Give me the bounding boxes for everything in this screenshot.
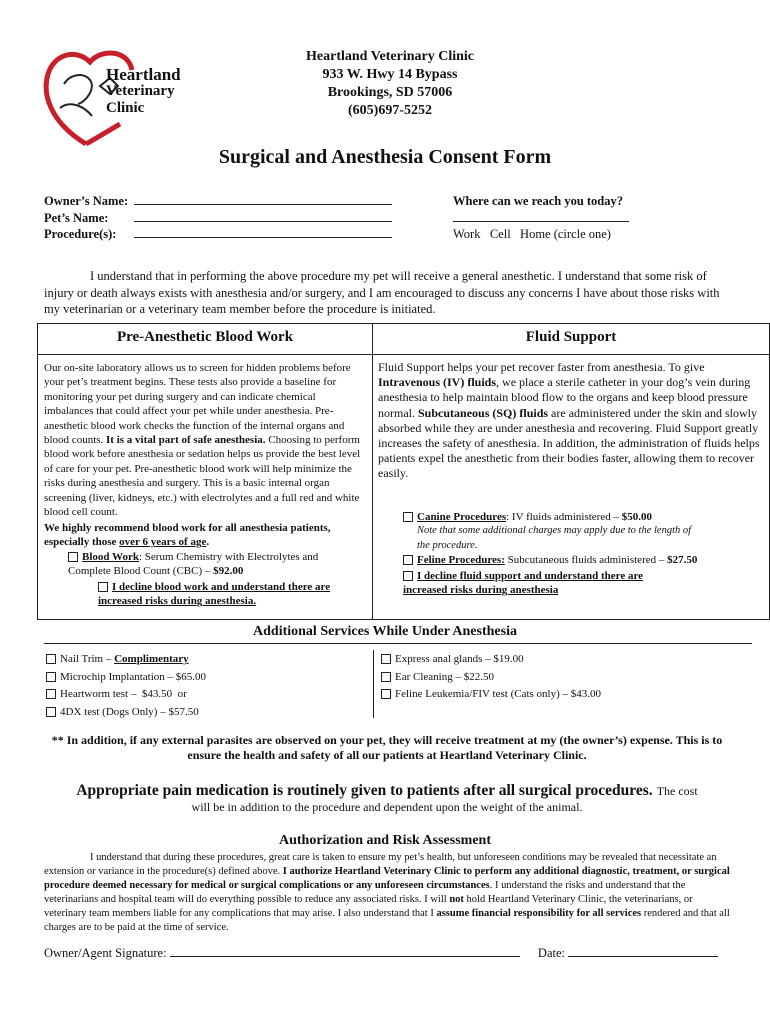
microchip-text: Microchip Implantation – $65.00 <box>60 670 207 683</box>
logo-line-3: Clinic <box>106 100 145 116</box>
fluid-text-3: are administered under the skin and slowly absorbed while they are under anesthesia and recovering. Fluid Support greatly increases the safety of anesthesia. In addition, the administration of fluids helps patients expel the anesthetic from their bodies faster, allowing them to recover easily. <box>378 405 760 481</box>
authorization-text <box>44 851 730 935</box>
clinic-name: Heartland Veterinary Clinic <box>306 49 474 64</box>
logo-line-2: Veterinary <box>106 83 175 99</box>
canine-option[interactable] <box>403 510 743 553</box>
reach-field[interactable] <box>453 210 629 222</box>
canine-price: $50.00 <box>621 511 652 523</box>
authorization-heading: Authorization and Risk Assessment <box>279 833 491 848</box>
auth-text-2: . I understand the risks and understand that the veterinarians and hospital team will do everything possible to reduce any associated risks. I will <box>44 880 686 905</box>
feline-checkbox[interactable] <box>403 555 413 565</box>
nail-trim-extra: Complimentary <box>114 653 189 665</box>
preanesthetic-heading: Pre-Anesthetic Blood Work <box>116 329 294 345</box>
service-anal-glands[interactable] <box>381 651 741 669</box>
pet-name-label: Pet’s Name: <box>44 210 109 225</box>
decline-bloodwork-text: I decline blood work and understand there are increased risks during anesthesia. <box>98 581 331 608</box>
microchip-checkbox[interactable] <box>46 672 56 682</box>
feline-label: Feline Procedures: <box>417 554 505 566</box>
additional-left-list <box>46 651 366 721</box>
procedure-label: Procedure(s): <box>44 227 117 241</box>
4dx-checkbox[interactable] <box>46 707 56 717</box>
anal-glands-text: Express anal glands – $19.00 <box>395 653 524 665</box>
reach-label: Where can we reach you today? <box>453 194 624 208</box>
contact-section <box>453 193 629 243</box>
date-label: Date: <box>537 946 565 960</box>
service-heartworm[interactable] <box>46 686 366 704</box>
owner-name-label: Owner’s Name: <box>44 194 129 208</box>
service-felv-fiv[interactable] <box>381 686 741 704</box>
clinic-address1: 933 W. Hwy 14 Bypass <box>322 67 458 82</box>
service-nail-trim[interactable] <box>46 651 366 669</box>
auth-bold-2: not <box>449 894 464 905</box>
pain-cost: The cost <box>656 784 698 798</box>
form-title: Surgical and Anesthesia Consent Form <box>218 146 552 168</box>
bloodwork-price: $92.00 <box>213 565 244 578</box>
ear-cleaning-checkbox[interactable] <box>381 672 391 682</box>
fluid-text-2: , we place a sterile catheter in your dog’s vein during anesthesia to help maintain blood flow to the organs and keep blood pressure normal. <box>378 375 751 420</box>
recommend-end: . <box>206 536 210 549</box>
recommend-1: We highly recommend blood work for all anesthesia patients, especially those <box>44 522 331 549</box>
felv-fiv-checkbox[interactable] <box>381 689 391 699</box>
heartworm-text: Heartworm test – $43.50 or <box>60 688 187 700</box>
canine-note: Note that some additional charges may apply due to the length of the procedure. <box>417 525 692 551</box>
date-field[interactable] <box>568 945 718 957</box>
auth-text-4: rendered and that all charges are to be paid at the time of service. <box>44 908 730 933</box>
pain-headline: Appropriate pain medication is routinely given to patients after all surgical procedures. <box>76 782 653 799</box>
auth-bold-1: I authorize Heartland Veterinary Clinic to perform any additional diagnostic, treatment, or surgical procedure deemed necessary for medical or surgical complications or any unforeseen circumstances <box>44 866 730 891</box>
clinic-logo <box>40 44 190 148</box>
ear-cleaning-text: Ear Cleaning – $22.50 <box>395 670 494 683</box>
signature-row <box>44 945 734 961</box>
preanesthetic-text-2: Choosing to perform blood work before anesthesia or sedation helps us provide the best level of care for your pet. Pre-anesthetic blood work will help minimize the risks during anesthesia and surgery. This is a basic internal organ screening (liver, kidneys, etc.) with electrolytes and a full red and white blood cell count. <box>44 434 361 519</box>
anal-glands-checkbox[interactable] <box>381 654 391 664</box>
feline-price: $27.50 <box>667 554 698 566</box>
bloodwork-label: Blood Work <box>82 551 139 563</box>
auth-text-3: hold Heartland Veterinary Clinic, the veterinarians, or veterinary team members liable for any complications that may arise. I also understand that I <box>44 894 693 919</box>
decline-fluid-option[interactable] <box>403 569 689 598</box>
nail-trim-text: Nail Trim – <box>60 653 115 665</box>
pain-rest: will be in addition to the procedure and dependent upon the weight of the animal. <box>191 800 583 814</box>
pain-medication-notice <box>44 782 730 815</box>
logo-line-1: Heartland <box>106 65 181 84</box>
additional-right-list <box>381 651 741 704</box>
signature-field[interactable] <box>170 945 520 957</box>
pet-name-field[interactable] <box>134 210 392 222</box>
preanesthetic-body <box>44 361 366 519</box>
service-ear-cleaning[interactable] <box>381 669 741 687</box>
nail-trim-checkbox[interactable] <box>46 654 56 664</box>
additional-divider <box>373 650 374 718</box>
preanesthetic-bold: It is a vital part of safe anesthesia. <box>106 434 266 447</box>
owner-fields <box>44 193 392 243</box>
decline-fluid-text: I decline fluid support and understand there are increased risks during anesthesia <box>403 570 644 597</box>
clinic-address2: Brookings, SD 57006 <box>327 85 453 100</box>
fluid-body <box>378 360 762 482</box>
reach-options[interactable]: Work Cell Home (circle one) <box>453 227 611 241</box>
parasite-notice: ** In addition, if any external parasites are observed on your pet, they will receive treatment at my (the owner’s) expense. This is to ensure the health and safety of all our patients at Heartland Veterinary Clinic. <box>51 733 723 762</box>
service-microchip[interactable] <box>46 669 366 687</box>
additional-heading: Additional Services While Under Anesthesia <box>253 624 517 639</box>
auth-bold-3: assume financial responsibility for all services <box>436 908 642 919</box>
4dx-text: 4DX test (Dogs Only) – $57.50 <box>60 705 199 718</box>
bloodwork-checkbox[interactable] <box>68 552 78 562</box>
box-divider <box>372 324 373 619</box>
canine-text: : IV fluids administered – <box>506 511 622 523</box>
canine-label: Canine Procedures <box>417 511 507 523</box>
auth-text-1: I understand that during these procedures, great care is taken to ensure my pet’s health, but unforeseen conditions may be revealed that necessitate an extension or variance in the procedure(s) defined above. <box>44 852 717 877</box>
fluid-iv: Intravenous (IV) fluids <box>378 375 497 390</box>
clinic-phone: (605)697-5252 <box>348 103 432 118</box>
feline-text: Subcutaneous fluids administered – <box>504 554 668 566</box>
intro-paragraph: I understand that in performing the above procedure my pet will receive a general anesthetic. I understand that some risk of injury or death always exists with anesthesia and/or surgery, and I am encouraged to discuss any concerns I have about those risks with my veterinarian or a veterinary team member before the procedure is initiated. <box>44 269 720 317</box>
canine-checkbox[interactable] <box>403 512 413 522</box>
procedure-field[interactable] <box>134 226 392 238</box>
fluid-text-1: Fluid Support helps your pet recover faster from anesthesia. To give <box>378 360 705 374</box>
decline-bloodwork-checkbox[interactable] <box>98 582 108 592</box>
heartworm-checkbox[interactable] <box>46 689 56 699</box>
service-4dx[interactable] <box>46 704 366 722</box>
owner-name-field[interactable] <box>134 193 392 205</box>
bloodwork-option[interactable] <box>68 550 358 579</box>
box-header-rule <box>38 354 769 355</box>
blood-fluid-box <box>37 323 770 620</box>
fluid-heading: Fluid Support <box>525 329 617 345</box>
felv-fiv-text: Feline Leukemia/FIV test (Cats only) – $43.00 <box>395 688 602 700</box>
signature-label: Owner/Agent Signature: <box>44 946 167 960</box>
preanesthetic-text-1: Our on-site laboratory allows us to screen for hidden problems before your pet’s treatment begins. These tests also provide a baseline for monitoring your pet during surgery and can indicate chemical imbalances that could affect your pet while under anesthesia. Pre-anesthetic blood work checks the function of the internal organs and blood counts. <box>44 362 351 447</box>
recommend-text <box>44 521 366 550</box>
additional-rule <box>44 643 752 644</box>
feline-option[interactable] <box>403 553 763 567</box>
decline-bloodwork-option[interactable] <box>98 580 368 609</box>
fluid-sq: Subcutaneous (SQ) fluids <box>418 405 549 420</box>
bloodwork-text: : Serum Chemistry with Electrolytes and Complete Blood Count (CBC) – <box>68 551 319 578</box>
decline-fluid-checkbox[interactable] <box>403 571 413 581</box>
recommend-age: over 6 years of age <box>119 536 207 549</box>
clinic-header <box>240 48 540 120</box>
